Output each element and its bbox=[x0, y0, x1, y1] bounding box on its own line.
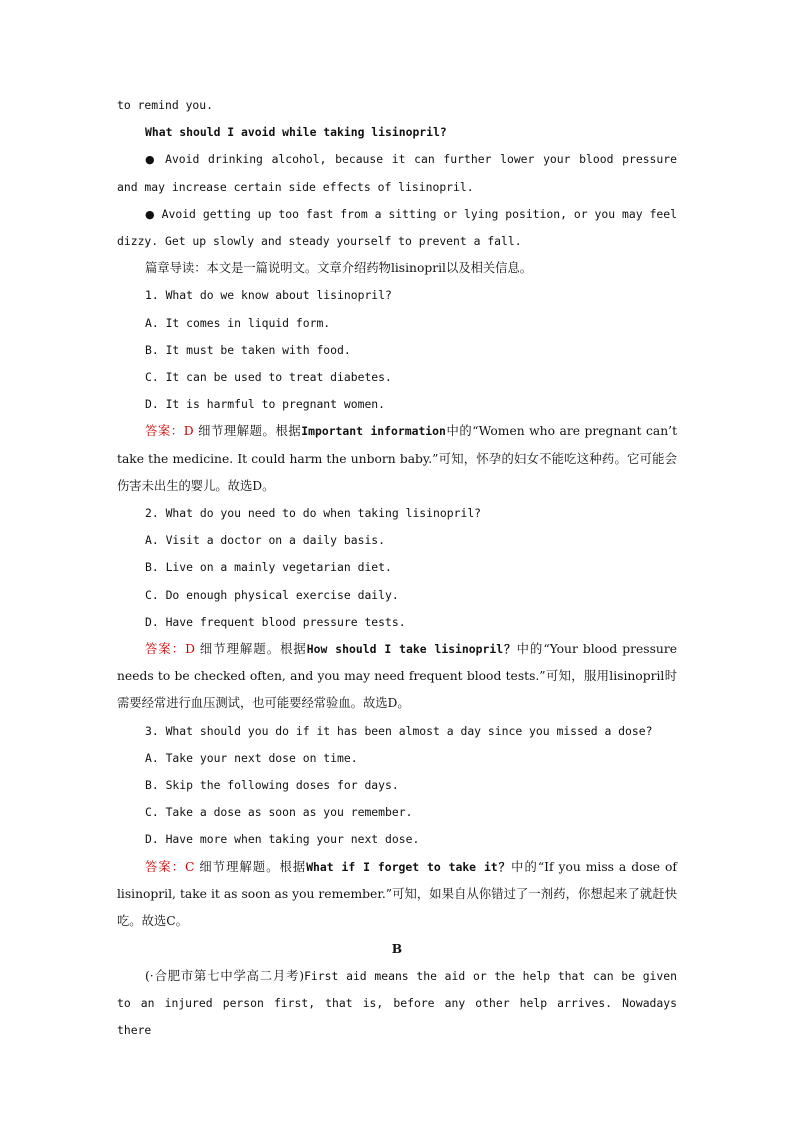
answer-label: 答案：C bbox=[145, 859, 195, 874]
explanation-body: 中的“Women who are pregnant can’t take the medicine. It could harm the unborn baby.”可知，怀孕的妇女不能吃这种药。它可能会伤害未出生的婴儿。故选D。 bbox=[117, 424, 678, 493]
question-2-option-b: B. Live on a mainly vegetarian diet. bbox=[145, 560, 392, 575]
bullet-icon: ● bbox=[145, 207, 155, 221]
question-2-option-a: A. Visit a doctor on a daily basis. bbox=[145, 533, 386, 548]
answer-label: 答案：D bbox=[145, 642, 195, 657]
question-2-option-d: D. Have frequent blood pressure tests. bbox=[145, 614, 406, 629]
explanation-reference: What if I forget to take it？ bbox=[306, 859, 512, 874]
passage-guide: 篇章导读：本文是一篇说明文。文章介绍药物lisinopril以及相关信息。 bbox=[145, 261, 533, 276]
bullet-text-1: Avoid drinking alcohol, because it can further lower your blood pressure and may increase certain side effects of lisinopril. bbox=[117, 152, 677, 194]
intro-tail: to remind you. bbox=[117, 98, 214, 112]
question-3-option-d: D. Have more when taking your next dose. bbox=[145, 832, 420, 847]
section-letter: B bbox=[391, 941, 403, 957]
answer-label: 答案：D bbox=[145, 424, 194, 439]
passage-b-source: (·合肥市第七中学高二月考) bbox=[145, 968, 305, 983]
question-3-option-b: B. Skip the following doses for days. bbox=[145, 778, 399, 793]
explanation-body: 中的“If you miss a dose of lisinopril, take it as soon as you remember.”可知，如果自从你错过了一剂药，你想起来了就赶快吃。故选C。 bbox=[117, 859, 677, 929]
explanation-reference: How should I take lisinopril？ bbox=[306, 642, 517, 657]
question-1-option-d: D. It is harmful to pregnant women. bbox=[145, 397, 386, 412]
question-1-option-a: A. It comes in liquid form. bbox=[145, 315, 331, 330]
avoid-heading: What should I avoid while taking lisinopril? bbox=[145, 125, 447, 140]
question-1-option-b: B. It must be taken with food. bbox=[145, 342, 351, 357]
explanation-reference: Important information bbox=[301, 424, 446, 439]
explanation-prefix: 细节理解题。根据 bbox=[194, 859, 307, 874]
question-2-explanation bbox=[117, 636, 677, 718]
question-1-explanation bbox=[117, 418, 677, 500]
question-2-option-c: C. Do enough physical exercise daily. bbox=[145, 587, 399, 602]
question-3-option-c: C. Take a dose as soon as you remember. bbox=[145, 805, 413, 820]
question-2-stem: 2. What do you need to do when taking lisinopril? bbox=[145, 506, 482, 521]
document-page bbox=[117, 92, 677, 1044]
explanation-prefix: 细节理解题。根据 bbox=[193, 424, 302, 439]
question-1-stem: 1. What do we know about lisinopril? bbox=[145, 288, 392, 303]
bullet-text-2: Avoid getting up too fast from a sitting or lying position, or you may feel dizzy. Get up slowly and steady yourself to prevent a fall. bbox=[117, 206, 677, 249]
bullet-item-2 bbox=[117, 201, 677, 255]
question-3-option-a: A. Take your next dose on time. bbox=[145, 750, 358, 765]
explanation-body: 中的“Your blood pressure needs to be checked often, and you may need frequent blood tests.”可知，服用lisinopril时需要经常进行血压测试，也可能要经常验血。故选D。 bbox=[117, 642, 677, 711]
explanation-prefix: 细节理解题。根据 bbox=[194, 642, 307, 657]
passage-b-text: First aid means the aid or the help that can be given to an injured person first, that is, before any other help arrives. Nowadays there bbox=[117, 968, 677, 1037]
passage-b-paragraph bbox=[117, 963, 677, 1045]
bullet-item-1 bbox=[117, 146, 677, 200]
question-3-stem: 3. What should you do if it has been almost a day since you missed a dose? bbox=[145, 723, 653, 738]
question-1-option-c: C. It can be used to treat diabetes. bbox=[145, 370, 392, 385]
bullet-icon: ● bbox=[145, 153, 157, 167]
question-3-explanation bbox=[117, 854, 677, 936]
